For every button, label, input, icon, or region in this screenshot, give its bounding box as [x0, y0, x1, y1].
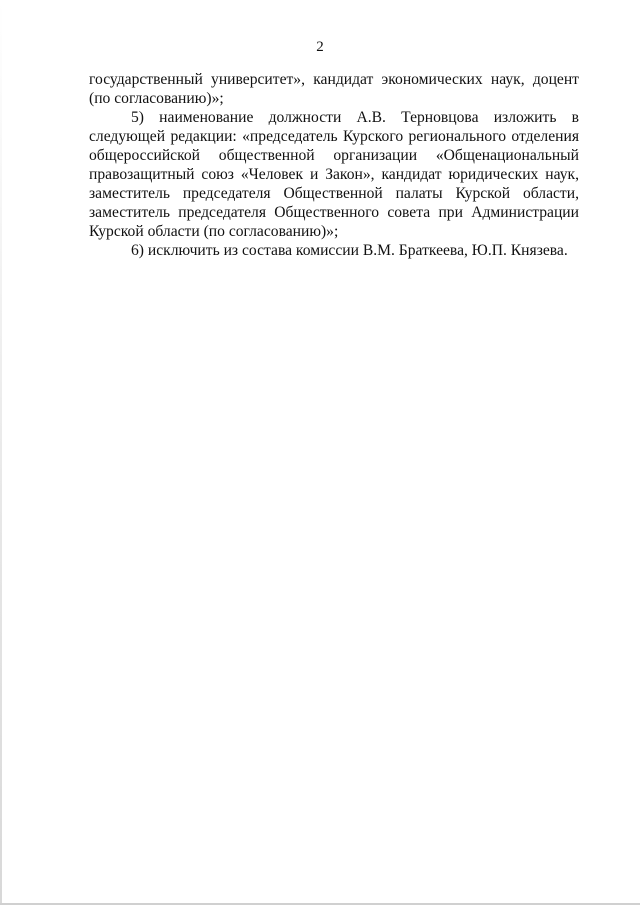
paragraph-continuation: государственный университет», кандидат экономических наук, доцент (по согласованию)»; — [89, 71, 579, 107]
page-number: 2 — [316, 39, 324, 55]
paragraph-item-5: 5) наименование должности А.В. Терновцова изложить в следующей редакции: «председатель Курского регионального отделения общероссийской общественной организации «Общенациональный правозащитный союз «Человек и Закон», кандидат юридических наук, заместитель председателя Общественной палаты Курской области, заместитель председателя Общественного совета при Администрации Курской области (по согласованию)»; — [89, 109, 579, 240]
document-body — [89, 70, 579, 260]
scan-left-edge — [0, 0, 2, 905]
paragraph-item-6: 6) исключить из состава комиссии В.М. Браткеева, Ю.П. Князева. — [131, 242, 568, 259]
